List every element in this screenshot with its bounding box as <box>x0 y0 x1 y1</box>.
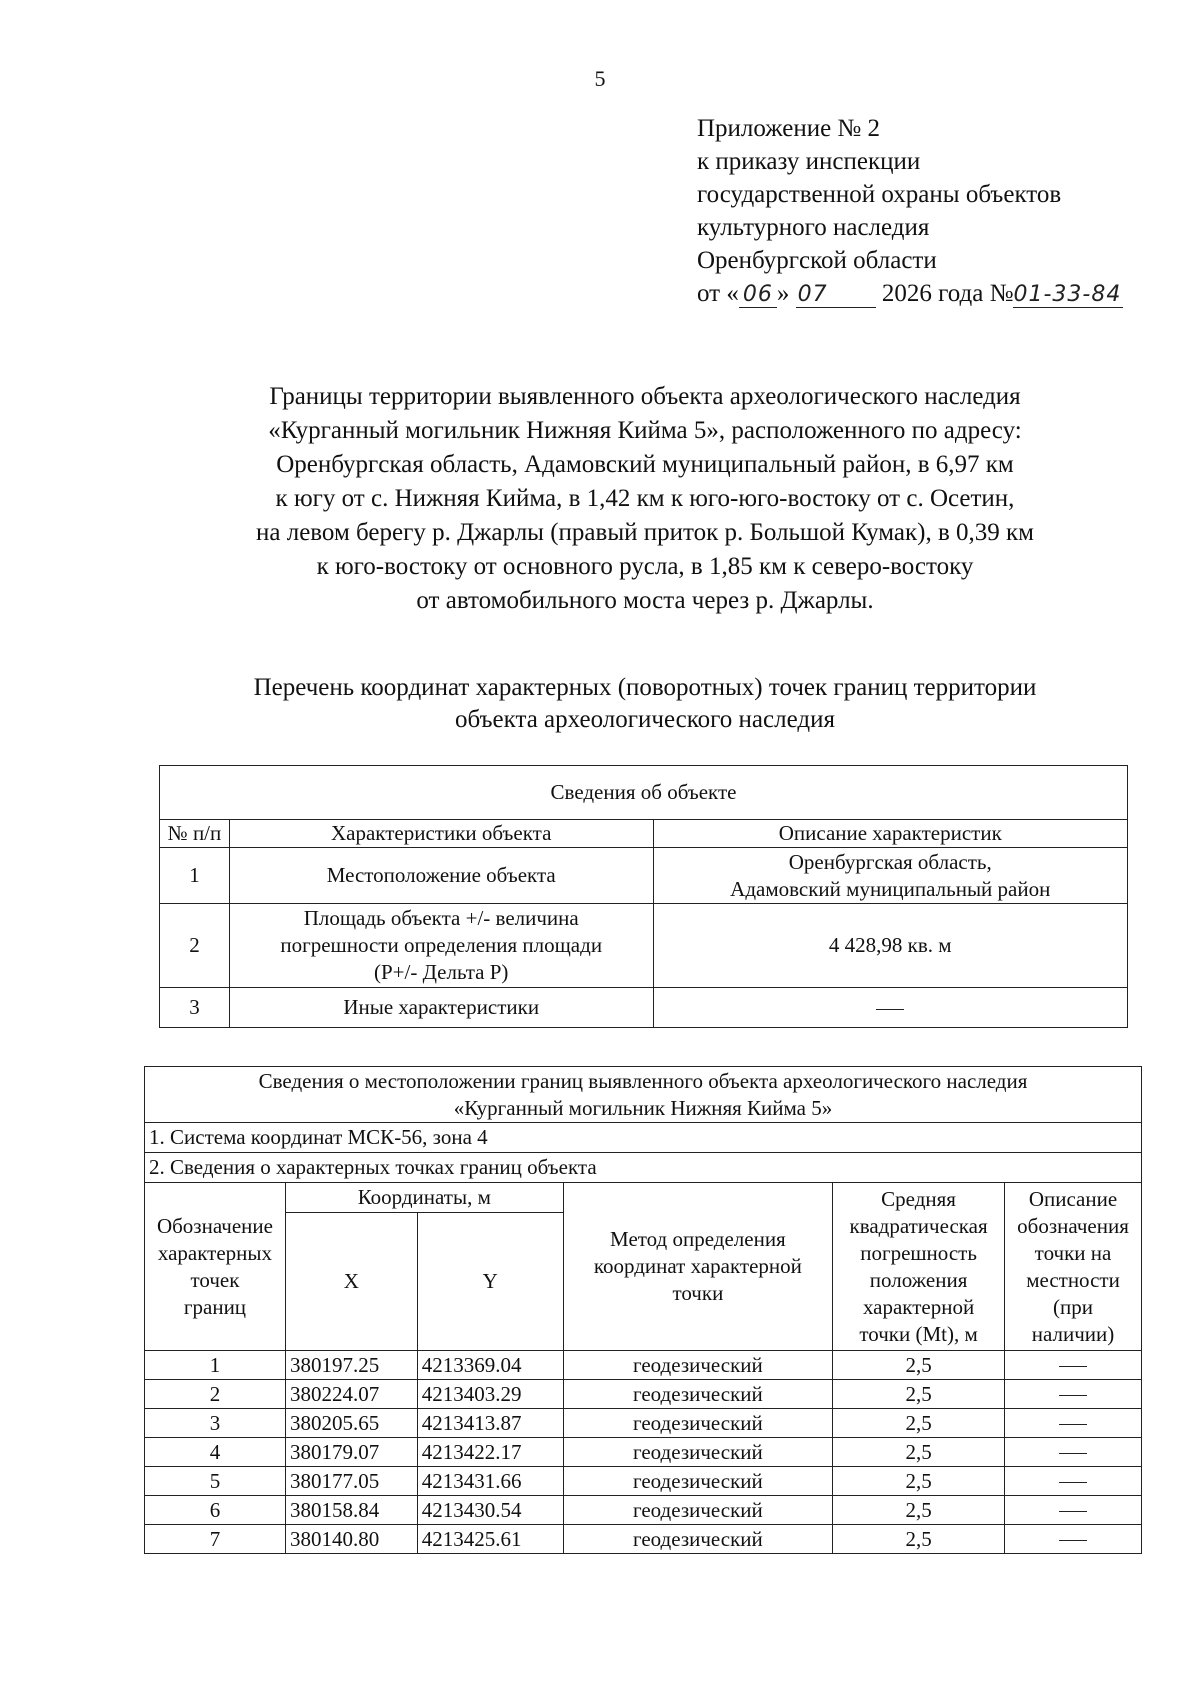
header-line: Средняя <box>881 1186 956 1211</box>
point-description <box>1005 1409 1142 1438</box>
header-line: Метод определения <box>610 1227 786 1251</box>
appendix-line-3: государственной охраны объектов <box>697 181 1062 208</box>
page-number: 5 <box>594 66 606 91</box>
handwritten-day: 06 <box>739 283 777 308</box>
coord-y: 4213430.54 <box>417 1496 563 1525</box>
header-line: Обозначение <box>156 1213 273 1238</box>
coord-y: 4213425.61 <box>417 1525 563 1554</box>
header-line: Описание <box>1028 1186 1118 1211</box>
mean-error: 2,5 <box>833 1380 1005 1409</box>
dash-mark <box>1059 1453 1087 1454</box>
table-row <box>145 1496 1142 1525</box>
title-line-7: от автомобильного моста через р. Джарлы. <box>416 587 874 614</box>
header-line: точки <box>672 1281 724 1305</box>
row-characteristic <box>229 904 653 988</box>
characteristic-line: Площадь объекта +/- величина <box>303 906 579 930</box>
table-row <box>160 904 1128 988</box>
point-designation: 7 <box>145 1525 286 1554</box>
appendix-line-4: культурного наследия <box>697 214 930 241</box>
header-line: погрешность <box>860 1240 977 1265</box>
mean-error: 2,5 <box>833 1525 1005 1554</box>
list-heading-line-2: объекта археологического наследия <box>455 706 835 733</box>
col-description-header: Описание характеристик <box>653 820 1128 848</box>
header-line: положения <box>869 1267 968 1292</box>
header-line: (при <box>1053 1294 1093 1319</box>
col-number-header: № п/п <box>160 820 230 848</box>
points-info: 2. Сведения о характерных точках границ объекта <box>145 1153 1142 1183</box>
title-line-6: к юго-востоку от основного русла, в 1,85 км к северо-востоку <box>316 553 974 580</box>
boundary-table-header <box>145 1067 1142 1123</box>
title-line-4: к югу от с. Нижняя Кийма, в 1,42 км к юго-юго-востоку от с. Осетин, <box>275 485 1015 512</box>
point-description <box>1005 1525 1142 1554</box>
table-row <box>160 848 1128 904</box>
point-designation: 2 <box>145 1380 286 1409</box>
date-day-close: » <box>776 280 790 307</box>
appendix-block <box>697 112 1123 310</box>
description-line: Оренбургская область, <box>788 849 992 874</box>
list-heading <box>60 672 1200 736</box>
header-line: точки на <box>1034 1240 1112 1265</box>
coord-y: 4213403.29 <box>417 1380 563 1409</box>
header-line: границ <box>183 1294 247 1319</box>
dash-mark <box>1059 1366 1087 1367</box>
coord-y: 4213422.17 <box>417 1438 563 1467</box>
table-row <box>145 1380 1142 1409</box>
mean-error: 2,5 <box>833 1467 1005 1496</box>
header-line: наличии) <box>1031 1321 1115 1346</box>
table-row <box>145 1409 1142 1438</box>
appendix-line-1: Приложение № 2 <box>697 115 881 142</box>
point-designation: 6 <box>145 1496 286 1525</box>
coord-x: 380158.84 <box>285 1496 417 1525</box>
table-row <box>145 1467 1142 1496</box>
point-designation: 4 <box>145 1438 286 1467</box>
method: геодезический <box>563 1438 832 1467</box>
point-description <box>1005 1351 1142 1380</box>
col-designation-header <box>145 1183 286 1351</box>
point-description <box>1005 1496 1142 1525</box>
col-characteristics-header: Характеристики объекта <box>229 820 653 848</box>
title-line-3: Оренбургская область, Адамовский муниципальный район, в 6,97 км <box>276 451 1014 478</box>
appendix-line-2: к приказу инспекции <box>697 148 921 175</box>
header-line: квадратическая <box>849 1213 988 1238</box>
table-row <box>145 1351 1142 1380</box>
method: геодезический <box>563 1496 832 1525</box>
date-year-text: 2026 года № <box>881 280 1014 307</box>
header-line: точки (Mt), м <box>859 1321 978 1346</box>
method: геодезический <box>563 1409 832 1438</box>
dash-mark <box>1059 1395 1087 1396</box>
point-designation: 1 <box>145 1351 286 1380</box>
mean-error: 2,5 <box>833 1438 1005 1467</box>
method: геодезический <box>563 1467 832 1496</box>
point-description <box>1005 1380 1142 1409</box>
appendix-line-5: Оренбургской области <box>697 247 937 274</box>
coord-x: 380177.05 <box>285 1467 417 1496</box>
description-line: Адамовский муниципальный район <box>730 876 1051 901</box>
header-line: характерных <box>157 1240 273 1265</box>
row-characteristic: Местоположение объекта <box>229 848 653 904</box>
dash-mark <box>1059 1482 1087 1483</box>
characteristic-line: (Р+/- Дельта Р) <box>373 960 509 984</box>
header-line: характерной <box>862 1294 975 1319</box>
header-line: Сведения о местоположении границ выявленного объекта археологического наследия <box>258 1068 1028 1093</box>
dash-mark <box>1059 1511 1087 1512</box>
appendix-date-line <box>697 277 1123 310</box>
col-coordinates-header: Координаты, м <box>285 1183 563 1213</box>
row-characteristic: Иные характеристики <box>229 988 653 1028</box>
point-designation: 5 <box>145 1467 286 1496</box>
title-line-5: на левом берегу р. Джарлы (правый приток р. Большой Кумак), в 0,39 км <box>256 519 1034 546</box>
row-number: 2 <box>160 904 230 988</box>
point-description <box>1005 1467 1142 1496</box>
header-line: точек <box>190 1267 240 1292</box>
coord-x: 380179.07 <box>285 1438 417 1467</box>
dash-mark <box>1059 1424 1087 1425</box>
method: геодезический <box>563 1380 832 1409</box>
coord-x: 380197.25 <box>285 1351 417 1380</box>
col-description-header <box>1005 1183 1142 1351</box>
point-description <box>1005 1438 1142 1467</box>
object-info-table <box>159 765 1128 1028</box>
header-line: обозначения <box>1017 1213 1129 1238</box>
object-table-header: Сведения об объекте <box>160 766 1128 820</box>
title-line-1: Границы территории выявленного объекта археологического наследия <box>269 383 1021 410</box>
handwritten-order-number: 01-33-84 <box>1013 283 1123 308</box>
dash-mark <box>1059 1540 1087 1541</box>
header-line: местности <box>1026 1267 1120 1292</box>
coord-x: 380224.07 <box>285 1380 417 1409</box>
col-method-header <box>563 1183 832 1351</box>
method: геодезический <box>563 1351 832 1380</box>
handwritten-month: 07 <box>796 283 876 308</box>
coord-x: 380140.80 <box>285 1525 417 1554</box>
coord-y: 4213431.66 <box>417 1467 563 1496</box>
header-line: «Курганный могильник Нижняя Кийма 5» <box>453 1095 833 1120</box>
date-prefix: от « <box>697 280 739 307</box>
col-y-header: Y <box>417 1213 563 1351</box>
coord-x: 380205.65 <box>285 1409 417 1438</box>
mean-error: 2,5 <box>833 1409 1005 1438</box>
mean-error: 2,5 <box>833 1496 1005 1525</box>
title-line-2: «Курганный могильник Нижняя Кийма 5», расположенного по адресу: <box>268 417 1022 444</box>
row-number: 3 <box>160 988 230 1028</box>
coord-y: 4213413.87 <box>417 1409 563 1438</box>
boundary-points-table <box>144 1066 1142 1554</box>
table-row <box>160 988 1128 1028</box>
point-designation: 3 <box>145 1409 286 1438</box>
header-line: координат характерной <box>593 1254 802 1278</box>
row-description <box>653 848 1128 904</box>
method: геодезический <box>563 1525 832 1554</box>
row-description: 4 428,98 кв. м <box>653 904 1128 988</box>
table-row <box>145 1438 1142 1467</box>
table-row <box>145 1525 1142 1554</box>
dash-mark <box>876 1009 904 1010</box>
col-x-header: X <box>285 1213 417 1351</box>
col-error-header <box>833 1183 1005 1351</box>
document-title <box>60 380 1200 618</box>
coordinate-system: 1. Система координат МСК-56, зона 4 <box>145 1123 1142 1153</box>
coord-y: 4213369.04 <box>417 1351 563 1380</box>
mean-error: 2,5 <box>833 1351 1005 1380</box>
characteristic-line: погрешности определения площади <box>280 933 603 957</box>
row-description <box>653 988 1128 1028</box>
list-heading-line-1: Перечень координат характерных (поворотных) точек границ территории <box>253 674 1037 701</box>
row-number: 1 <box>160 848 230 904</box>
